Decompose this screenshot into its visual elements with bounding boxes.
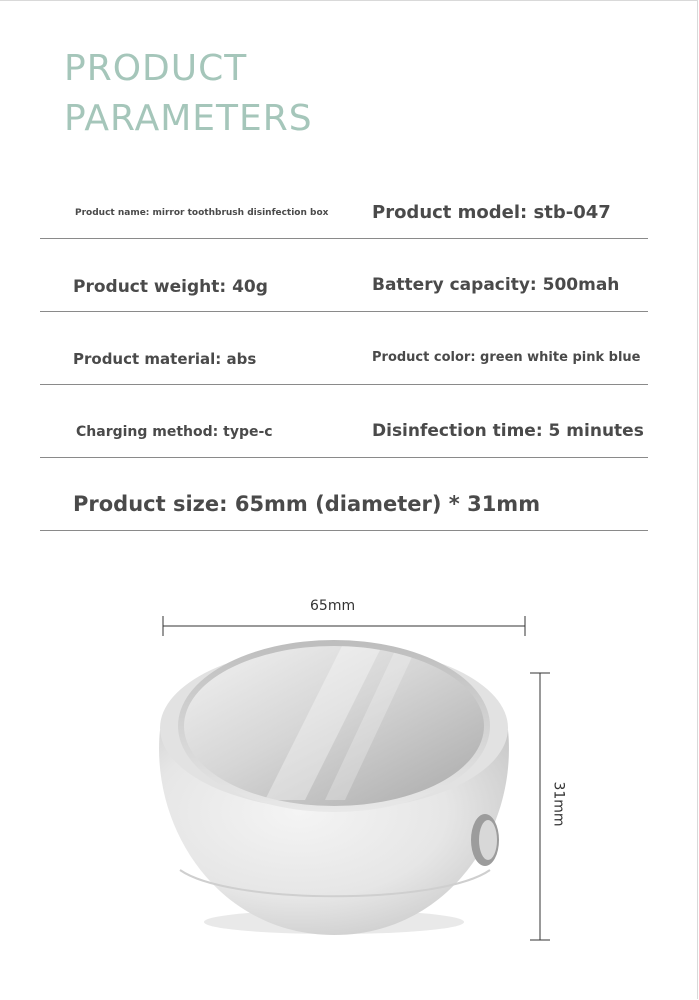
param-disinfection-time: Disinfection time: 5 minutes bbox=[372, 421, 644, 441]
width-dimension-line bbox=[163, 616, 525, 636]
height-dimension-label: 31mm bbox=[550, 781, 567, 827]
param-product-name: Product name: mirror toothbrush disinfection box bbox=[75, 208, 329, 218]
title-line-2: PARAMETERS bbox=[64, 98, 313, 139]
param-battery-capacity: Battery capacity: 500mah bbox=[372, 275, 620, 295]
param-product-color: Product color: green white pink blue bbox=[372, 350, 641, 365]
param-charging-method: Charging method: type-c bbox=[76, 424, 273, 440]
param-product-size: Product size: 65mm (diameter) * 31mm bbox=[73, 492, 541, 516]
param-product-model: Product model: stb-047 bbox=[372, 202, 611, 223]
disinfection-box bbox=[159, 640, 509, 935]
param-product-material: Product material: abs bbox=[73, 350, 257, 368]
height-dimension-line bbox=[530, 673, 550, 940]
width-dimension-label: 65mm bbox=[310, 598, 356, 614]
param-product-weight: Product weight: 40g bbox=[73, 277, 268, 297]
title-line-1: PRODUCT bbox=[64, 48, 248, 89]
